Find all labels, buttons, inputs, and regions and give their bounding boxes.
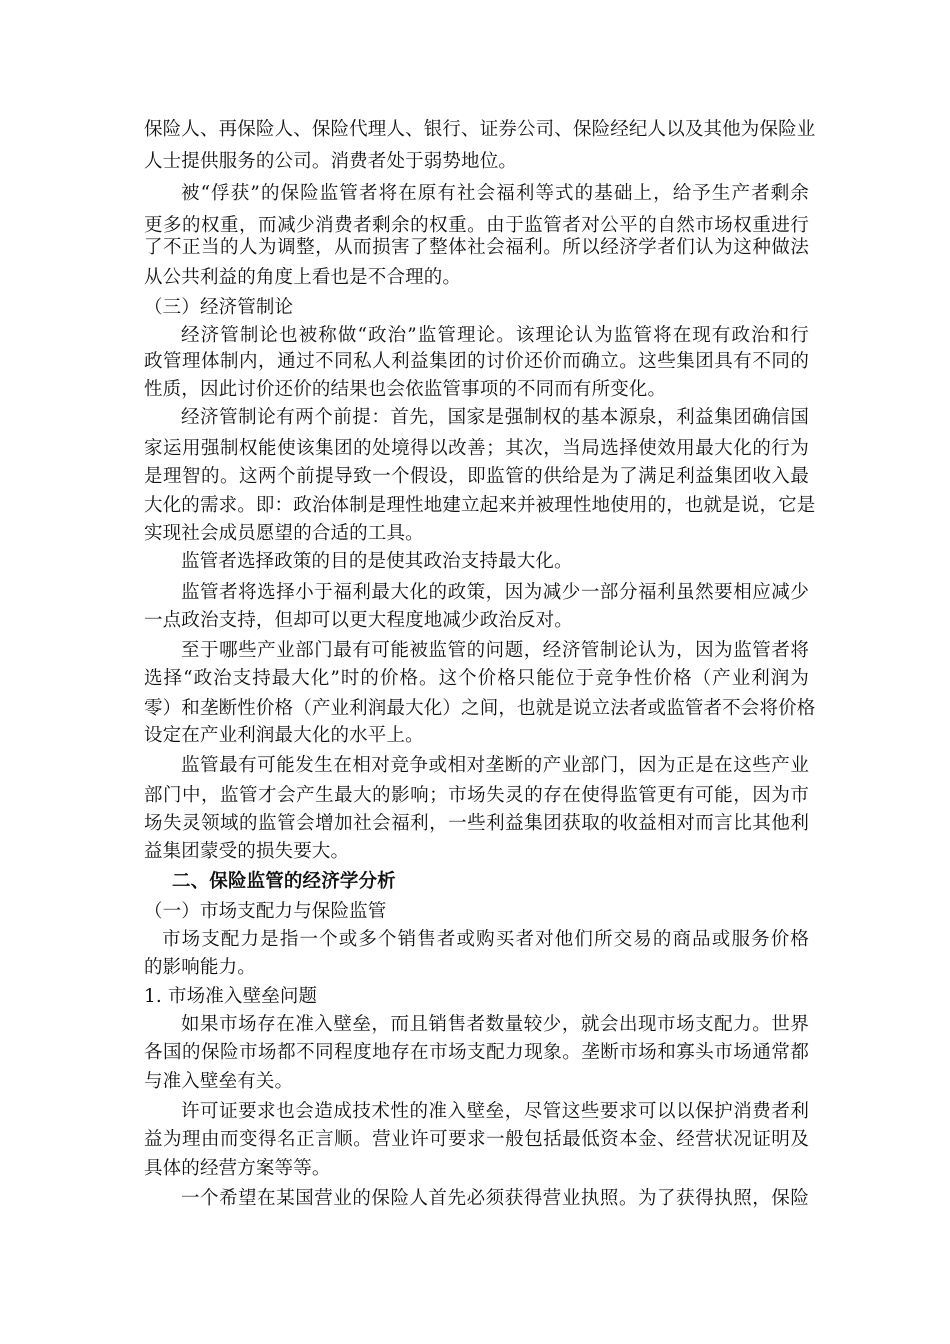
text-line: 家运用强制权能使该集团的处境得以改善；其次，当局选择使效用最大化的行为 <box>144 438 809 459</box>
subheading-economic-regulation: （三）经济管制论 <box>144 297 294 318</box>
text-line: 更多的权重，而减少消费者剩余的权重。由于监管者对公平的自然市场权重进行 <box>144 215 809 236</box>
text-line: 从公共利益的角度上看也是不合理的。 <box>144 267 462 288</box>
text-line: 如果市场存在准入壁垒，而且销售者数量较少，就会出现市场支配力。世界 <box>181 1014 809 1035</box>
text-line: 经济管制论也被称做“政治”监管理论。该理论认为监管将在现有政治和行 <box>181 325 809 346</box>
text-line: 政管理体制内，通过不同私人利益集团的讨价还价而确立。这些集团具有不同的 <box>144 351 809 372</box>
subheading-entry-barrier: 1. 市场准入壁垒问题 <box>144 986 318 1007</box>
text-line: 监管最有可能发生在相对竞争或相对垄断的产业部门，因为正是在这些产业 <box>181 755 809 776</box>
text-line: 实现社会成员愿望的合适的工具。 <box>144 523 424 544</box>
text-line: 与准入壁垒有关。 <box>144 1071 294 1092</box>
text-line: 是理智的。这两个前提导致一个假设，即监管的供给是为了满足利益集团收入最 <box>144 466 809 487</box>
text-line: 市场支配力是指一个或多个销售者或购买者对他们所交易的商品或服务价格 <box>162 929 809 950</box>
text-line: 一点政治支持，但却可以更大程度地减少政治反对。 <box>144 610 573 631</box>
text-line: 零）和垄断性价格（产业利润最大化）之间，也就是说立法者或监管者不会将价格 <box>144 698 816 719</box>
subheading-market-power: （一）市场支配力与保险监管 <box>144 901 387 922</box>
text-line: 经济管制论有两个前提：首先，国家是强制权的基本源泉，利益集团确信国 <box>181 407 809 428</box>
text-line: 选择“政治支持最大化”时的价格。这个价格只能位于竞争性价格（产业利润为 <box>144 668 809 689</box>
text-line: 场失灵领域的监管会增加社会福利，一些利益集团获取的收益相对而言比其他利 <box>144 813 809 834</box>
text-line: 性质，因此讨价还价的结果也会依监管事项的不同而有所变化。 <box>144 379 667 400</box>
text-line: 保险人、再保险人、保险代理人、银行、证券公司、保险经纪人以及其他为保险业 <box>144 119 816 140</box>
text-line: 的影响能力。 <box>144 957 256 978</box>
text-line: 至于哪些产业部门最有可能被监管的问题，经济管制论认为，因为监管者将 <box>181 640 809 661</box>
text-line: 设定在产业利润最大化的水平上。 <box>144 725 424 746</box>
text-line: 益集团蒙受的损失要大。 <box>144 841 350 862</box>
section-heading: 二、保险监管的经济学分析 <box>172 871 396 892</box>
text-line: 具体的经营方案等等。 <box>144 1158 331 1179</box>
text-line: 大化的需求。即：政治体制是理性地建立起来并被理性地使用的，也就是说，它是 <box>144 495 816 516</box>
text-line: 了不正当的人为调整，从而损害了整体社会福利。所以经济学者们认为这种做法 <box>144 237 809 258</box>
text-line: 被“俘获”的保险监管者将在原有社会福利等式的基础上，给予生产者剩余 <box>181 183 809 204</box>
text-line: 一个希望在某国营业的保险人首先必须获得营业执照。为了获得执照，保险 <box>181 1188 809 1209</box>
text-line: 人士提供服务的公司。消费者处于弱势地位。 <box>144 151 518 172</box>
text-line: 监管者将选择小于福利最大化的政策，因为减少一部分福利虽然要相应减少 <box>181 582 809 603</box>
text-line: 监管者选择政策的目的是使其政治支持最大化。 <box>181 551 573 572</box>
text-line: 许可证要求也会造成技术性的准入壁垒，尽管这些要求可以以保护消费者利 <box>181 1101 809 1122</box>
text-line: 各国的保险市场都不同程度地存在市场支配力现象。垄断市场和寡头市场通常都 <box>144 1042 809 1063</box>
text-line: 益为理由而变得名正言顺。营业许可要求一般包括最低资本金、经营状况证明及 <box>144 1129 809 1150</box>
text-line: 部门中，监管才会产生最大的影响；市场失灵的存在使得监管更有可能，因为市 <box>144 785 809 806</box>
